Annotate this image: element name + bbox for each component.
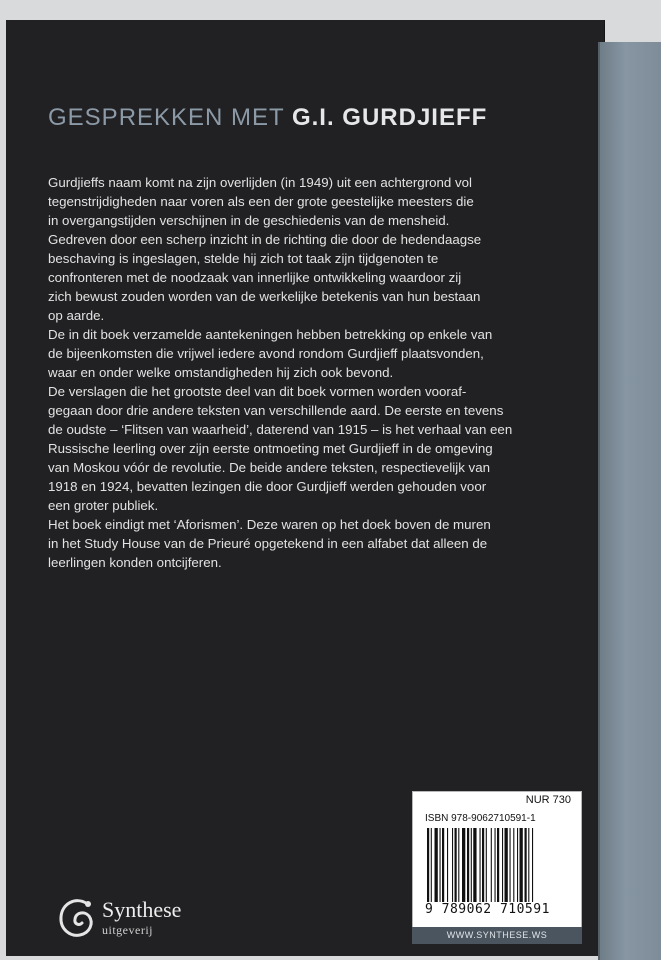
blurb-line: Gurdjieffs naam komt na zijn overlijden (in 1949) uit een achtergrond vol [48,175,473,190]
blurb-paragraph [48,515,593,572]
blurb-line: op aarde. [48,308,105,323]
title-prefix: GESPREKKEN MET [48,104,292,131]
blurb-line: leerlingen konden ontcijferen. [48,555,222,570]
publisher-subtitle: uitgeverij [102,923,153,937]
book-back-cover [6,20,604,956]
blurb-line: tegenstrijdigheden naar voren als een der grote geestelijke meesters die [48,194,474,209]
blurb-paragraph [48,382,593,515]
blurb-line: waar en onder welke omstandigheden hij zich ook bevond. [48,365,394,380]
blurb-line: Het boek eindigt met ‘Aforismen’. Deze waren op het doek boven de muren [48,517,491,532]
blurb-line: 1918 en 1924, bevatten lezingen die door Gurdjieff werden gehouden voor [48,479,487,494]
blurb-line: Russische leerling over zijn eerste ontmoeting met Gurdjieff in de omgeving [48,441,493,456]
nur-code: NUR 730 [525,794,571,806]
isbn-digits: 9 789062 710591 [425,902,550,917]
blurb-text [48,173,593,572]
publisher-name: Synthese [102,897,182,922]
book-title [48,104,487,132]
blurb-paragraph [48,173,593,325]
barcode-box [412,791,582,939]
blurb-paragraph [48,325,593,382]
blurb-line: de oudste – ‘Flitsen van waarheid’, daterend van 1915 – is het verhaal van een [48,422,513,437]
blurb-line: De verslagen die het grootste deel van dit boek vormen worden vooraf- [48,384,467,399]
blurb-line: gegaan door drie andere teksten van verschillende aard. De eerste en tevens [48,403,504,418]
publisher-logo [56,895,216,945]
blurb-line: van Moskou vóór de revolutie. De beide andere teksten, respectievelijk van [48,460,490,475]
title-name: G.I. GURDJIEFF [291,104,488,131]
blurb-line: in overgangstijden verschijnen in de geschiedenis van de mensheid. [48,213,450,228]
blurb-line: confronteren met de noodzaak van innerlijke ontwikkeling waardoor zij [48,270,462,285]
isbn-label: ISBN 978-9062710591-1 [425,813,536,824]
blurb-line: beschaving is ingeslagen, stelde hij zich tot taak zijn tijdgenoten te [48,251,439,266]
blurb-line: Gedreven door een scherp inzicht in de richting die door de hedendaagse [48,232,482,247]
blurb-line: De in dit boek verzamelde aantekeningen hebben betrekking op enkele van [48,327,493,342]
blurb-line: zich bewust zouden worden van de werkelijke betekenis van hun bestaan [48,289,481,304]
synthese-swirl-logo-icon [56,895,98,939]
book-spine [598,42,661,960]
blurb-line: in het Study House van de Prieuré opgetekend in een alfabet dat alleen de [48,536,488,551]
blurb-line: de bijeenkomsten die vrijwel iedere avond rondom Gurdjieff plaatsvonden, [48,346,484,361]
barcode-bars [425,828,575,902]
blurb-line: een groter publiek. [48,498,159,513]
publisher-website: WWW.SYNTHESE.WS [412,927,582,944]
